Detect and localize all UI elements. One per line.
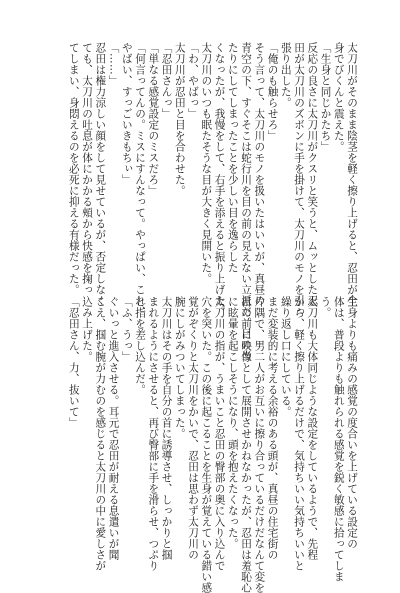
text-line: 反応の良さに太刀川がクスリと笑うと、ムッとした忍 bbox=[306, 42, 319, 306]
text-line: 「忍田さんっ」 bbox=[160, 42, 173, 119]
text-line: まだ変装的に考える余裕のある頭が、真昼の住宅街の bbox=[266, 296, 279, 560]
text-line: う。 bbox=[319, 296, 332, 318]
text-line: 覚がぞくりと太刀川をかいで、忍田は思わず太刀川の bbox=[187, 296, 199, 560]
text-line: 忍田は権力涼しい顔をして見せているが、否定しなく bbox=[94, 42, 107, 306]
text-line: やばい、すっごいきもちぃ」 bbox=[120, 42, 133, 185]
text-line: 目の前に映像として展開させかねなかったが、忍田は羞恥心 bbox=[240, 296, 252, 593]
text-line: 穴を突いた。この後に起こることを生身が覚えている錯い感 bbox=[200, 296, 213, 593]
text-line: 「忍田さん、力、抜いて」 bbox=[67, 296, 80, 428]
text-line: 太刀川のいつも眠たそうな目が大きく見開いた。 bbox=[200, 42, 213, 284]
text-line: たりにしてしまったことを少しい目を逸らした bbox=[226, 42, 239, 273]
text-line: 太刀川がそのまま陰茎を軽く擦り上げると、忍田が全 bbox=[346, 42, 358, 306]
text-line: 太刀川も大体同じような設定をしているようで、先程 bbox=[306, 296, 319, 560]
text-line: ぐいっと進入させる。耳元で忍田が耐える息遣いが聞 bbox=[107, 296, 120, 560]
text-line: 身でびくんと震えた。 bbox=[332, 42, 345, 152]
text-line: 田が太刀川のズボンに手を掛けて、太刀川のモノを引っ bbox=[293, 42, 305, 317]
text-line: 繰り返し口にしている。 bbox=[279, 296, 292, 417]
text-line: 「……」 bbox=[107, 42, 120, 86]
text-line: から、軽く擦り上げるだけで、気持ちいい気持ちいいと bbox=[293, 296, 305, 571]
text-line: 「わ、やばっ」 bbox=[187, 42, 199, 119]
text-line: 体は、普段よりも触れられる感覚を鋭く敏感に拾ってしま bbox=[332, 296, 345, 582]
text-line: 込み上げた。 bbox=[81, 296, 93, 362]
text-block-bottom bbox=[35, 296, 358, 593]
text-line: 腕にしがみついてしまった。 bbox=[173, 296, 186, 439]
text-line: 片隅で、男二人がお互いに擦り合っているだけだなんて変を bbox=[253, 296, 266, 593]
text-line: と指を差し込んだ。 bbox=[134, 296, 146, 395]
text-line: 太刀川はその手を自分の首に誘導させ、しっかりと掴 bbox=[160, 296, 173, 560]
text-line: そう言って、太刀川のモノを扱いたはいいが、真昼の bbox=[253, 42, 266, 306]
text-line: くなったが、我慢をして、右手を添えると振り上げた。 bbox=[213, 42, 226, 317]
text-line: に眩暈を起こしそうになり、頭を抱えたくなった。 bbox=[226, 296, 239, 549]
text-line: 張り出した。 bbox=[279, 42, 292, 108]
text-line: まれるようにさせると、再び臀部に手を滑らせ、つぷり bbox=[147, 296, 160, 571]
text-line: 生身よりも痛みの感覚の度合いを上げている設定の bbox=[346, 296, 358, 549]
text-line: 「ふ、うっ」 bbox=[120, 296, 133, 362]
text-line: 太刀川が忍田と目を合わせた。 bbox=[173, 42, 186, 196]
text-line: 「何言ってんの。ミスにすんなって。やっぱい、これ、 bbox=[134, 42, 146, 317]
text-line: こえ、掴む腕が力むのを感じると太刀川の中に愛しさが bbox=[94, 296, 107, 571]
text-line: 「俺のも触らせろ」 bbox=[266, 42, 279, 141]
text-line: 太刀川の指が、うまいこと忍田の臀部の奥に入り込んで bbox=[213, 296, 226, 571]
text-line: 「単なる感覚設定のミスだろ」 bbox=[147, 42, 160, 196]
text-line: ても、太刀川の吐息が体にかかる頰から快感を掬っ bbox=[81, 42, 93, 295]
text-line: 「生身と同じかたち」 bbox=[319, 42, 332, 152]
text-line: 青空の下、すぐそこは蛇行川を目の前の見えない立派だ。目の当 bbox=[240, 42, 252, 361]
text-line: てしまい、身悶えるのを必死に抑える有様だった。 bbox=[67, 42, 80, 295]
